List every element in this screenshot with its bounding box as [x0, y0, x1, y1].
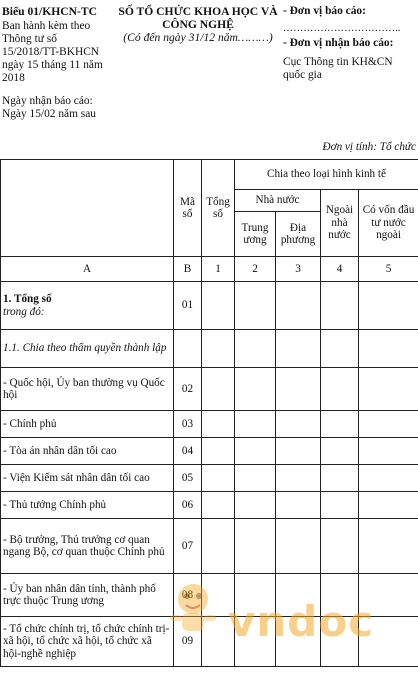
table-index-row: [1, 257, 418, 282]
cell-foreign: [359, 330, 418, 368]
title-subtitle: (Có đến ngày 31/12 năm………): [123, 31, 273, 44]
watermark-logo: vndoc: [228, 597, 375, 646]
index-cell: A: [1, 257, 174, 282]
cell-central: [235, 438, 276, 465]
cell-non-state: [321, 282, 359, 330]
row-code: 04: [174, 438, 202, 465]
issued-line-1: Ban hành kèm theo: [2, 20, 91, 32]
form-info: [2, 5, 120, 121]
index-cell: 3: [276, 257, 321, 282]
cell-foreign: [359, 519, 418, 574]
cell-local: [276, 465, 321, 492]
head-code: Mã số: [174, 160, 202, 257]
table-row: [1, 465, 418, 492]
row-code: 07: [174, 519, 202, 574]
index-cell: 5: [359, 257, 418, 282]
row-label: - Bộ trưởng, Thủ trưởng cơ quan ngang Bộ, cơ quan thuộc Chính phủ: [1, 519, 174, 574]
head-local: Địa phương: [276, 212, 321, 257]
title-line-2: CÔNG NGHỆ: [162, 18, 234, 31]
head-state: Nhà nước: [235, 190, 321, 212]
row-code: [174, 330, 202, 368]
table-row: [1, 411, 418, 438]
unit-note: Đơn vị tính: Tổ chức: [322, 141, 416, 153]
index-cell: 2: [235, 257, 276, 282]
receiving-unit-line-1: Cục Thông tin KH&CN: [283, 56, 393, 68]
cell-central: [235, 411, 276, 438]
cell-non-state: [321, 438, 359, 465]
units-info: [283, 5, 418, 82]
issued-line-2: Thông tư số: [2, 33, 57, 45]
index-cell: B: [174, 257, 202, 282]
cell-non-state: [321, 368, 359, 411]
cell-non-state: [321, 519, 359, 574]
row-label: - Tổ chức chính trị, tổ chức chính trị-xã hội, tổ chức xã hội, tổ chức xã hội-nghề nghiệp: [1, 617, 174, 667]
cell-local: [276, 492, 321, 519]
cell-local: [276, 411, 321, 438]
cell-foreign: [359, 368, 418, 411]
issued-line-4: ngày 15 tháng 11 năm: [2, 59, 103, 71]
issued-line-3: 15/2018/TT-BKHCN: [2, 46, 100, 58]
receiving-unit-label: - Đơn vị nhận báo cáo:: [283, 37, 394, 49]
row-label: - Thủ tướng Chính phủ: [1, 492, 174, 519]
head-total: Tổng số: [202, 160, 235, 257]
cell-non-state: [321, 465, 359, 492]
cell-total: [202, 282, 235, 330]
table-row: [1, 330, 418, 368]
row-code: 03: [174, 411, 202, 438]
row-label-sub: trong đó:: [3, 305, 45, 318]
head-central: Trung ương: [235, 212, 276, 257]
cell-foreign: [359, 492, 418, 519]
index-cell: 1: [202, 257, 235, 282]
received-label: Ngày nhận báo cáo:: [2, 95, 93, 107]
cell-total: [202, 492, 235, 519]
cell-foreign: [359, 282, 418, 330]
head-blank: [1, 160, 174, 257]
cell-foreign: [359, 411, 418, 438]
row-code: 09: [174, 617, 202, 667]
cell-foreign: [359, 465, 418, 492]
index-cell: 4: [321, 257, 359, 282]
cell-total: [202, 438, 235, 465]
cell-local: [276, 282, 321, 330]
head-group: Chia theo loại hình kinh tế: [235, 160, 418, 190]
row-code: 05: [174, 465, 202, 492]
cell-local: [276, 368, 321, 411]
mascot-watermark-icon: [162, 575, 224, 637]
table-row: [1, 492, 418, 519]
cell-local: [276, 438, 321, 465]
cell-central: [235, 368, 276, 411]
received-value: Ngày 15/02 năm sau: [2, 108, 96, 120]
form-code: Biểu 01/KHCN-TC: [2, 5, 98, 18]
row-code: 01: [174, 282, 202, 330]
cell-central: [235, 330, 276, 368]
issued-line-5: 2018: [2, 72, 25, 84]
head-foreign: Có vốn đầu tư nước ngoài: [359, 190, 418, 257]
cell-total: [202, 411, 235, 438]
cell-total: [202, 330, 235, 368]
cell-local: [276, 519, 321, 574]
table-row: [1, 438, 418, 465]
row-label-main: 1. Tổng số: [3, 293, 52, 305]
row-label: - Chính phủ: [1, 411, 174, 438]
cell-local: [276, 330, 321, 368]
receiving-unit-line-2: quốc gia: [283, 69, 322, 81]
cell-central: [235, 492, 276, 519]
cell-central: [235, 282, 276, 330]
cell-total: [202, 465, 235, 492]
cell-non-state: [321, 330, 359, 368]
row-code: 02: [174, 368, 202, 411]
row-label: - Quốc hội, Ủy ban thường vụ Quốc hội: [1, 368, 174, 411]
table-row: [1, 282, 418, 330]
cell-non-state: [321, 411, 359, 438]
title-line-1: SỐ TỔ CHỨC KHOA HỌC VÀ: [118, 5, 278, 18]
cell-central: [235, 465, 276, 492]
table-head-row-1: [1, 160, 418, 190]
reporting-unit-label: - Đơn vị báo cáo:: [283, 5, 366, 17]
cell-total: [202, 519, 235, 574]
row-label: - Ủy ban nhân dân tỉnh, thành phố trực thuộc Trung ương: [1, 574, 174, 617]
cell-total: [202, 368, 235, 411]
cell-central: [235, 519, 276, 574]
cell-non-state: [321, 492, 359, 519]
table-row: [1, 368, 418, 411]
row-code: 06: [174, 492, 202, 519]
report-title: [112, 5, 284, 44]
head-non-state: Ngoài nhà nước: [321, 190, 359, 257]
row-label: - Tòa án nhân dân tối cao: [1, 438, 174, 465]
reporting-unit-dots: ……………………………..: [283, 23, 401, 34]
row-label: 1.1. Chia theo thẩm quyền thành lập: [1, 330, 174, 368]
row-label: [1, 282, 174, 330]
cell-foreign: [359, 438, 418, 465]
row-label: - Viện Kiểm sát nhân dân tối cao: [1, 465, 174, 492]
table-row: [1, 519, 418, 574]
